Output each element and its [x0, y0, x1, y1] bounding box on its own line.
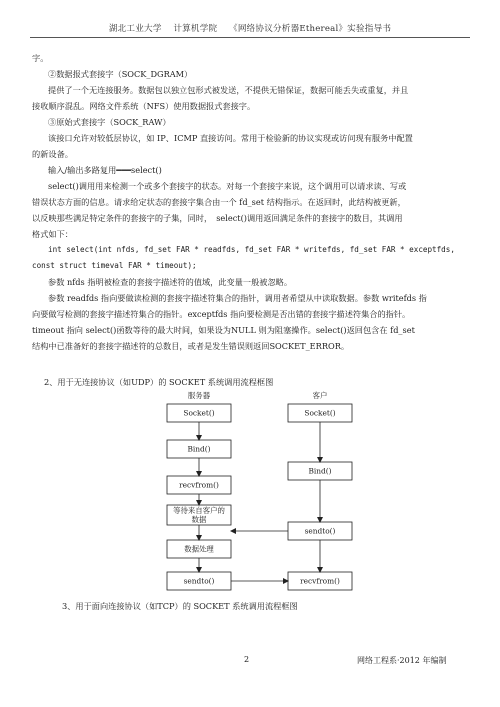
client-column-label: 客户: [312, 391, 328, 400]
text-line: ③原始式套接字（SOCK_RAW）: [48, 117, 171, 127]
text-line: ②数据报式套接字（SOCK_DGRAM）: [48, 69, 193, 79]
server-recvfrom-label: recvfrom(): [179, 480, 219, 490]
server-column-label: 服务器: [187, 391, 211, 400]
server-socket-label: Socket(): [183, 408, 215, 418]
client-sendto-label: sendto(): [304, 526, 336, 536]
server-wait-label-2: 数据: [191, 515, 207, 524]
text-line: select()调用用来检测一个或多个套接字的状态。对每一个套接字来说，这个调用可以请求读、写或: [48, 181, 407, 191]
client-socket-label: Socket(): [304, 408, 336, 418]
code-line: int select(int nfds, fd_set FAR * readfds, fd_set FAR * writefds, fd_set FAR * exceptfds,: [48, 245, 455, 254]
server-bind-label: Bind(): [187, 444, 211, 454]
text-line: 错误状态方面的信息。请求给定状态的套接字集合由一个 fd_set 结构指示。在返回时，此结构被更新，: [32, 197, 406, 207]
server-wait-label: 等待来自客户的: [173, 506, 225, 515]
client-recvfrom-label: recvfrom(): [300, 576, 340, 586]
text-line: 向要做写检测的套接字描述符集合的指针。exceptfds 指向要检测是否出错的套接字描述符集合的指针。: [32, 309, 411, 319]
text-line: 字。: [32, 53, 49, 63]
text-line: timeout 指向 select()函数等待的最大时间，如果设为NULL 则为阻塞操作。select()返回包含在 fd_set: [32, 325, 415, 335]
page-number: 2: [244, 655, 250, 664]
text-line: 的新设备。: [32, 149, 73, 159]
text-line: 提供了一个无连接服务。数据包以独立包形式被发送，不提供无错保证，数据可能丢失或重复，并且: [48, 85, 409, 95]
client-bind-label: Bind(): [308, 466, 332, 476]
section-heading: 3、用于面向连接协议（如TCP）的 SOCKET 系统调用流程框图: [62, 601, 298, 611]
section-heading: 2、用于无连接协议（如UDP）的 SOCKET 系统调用流程框图: [44, 377, 274, 387]
text-line: 以反映那些满足特定条件的套接字的子集，同时， select()调用返回满足条件的套接字的数目，其调用: [32, 213, 403, 223]
text-line: 格式如下：: [32, 229, 73, 239]
page-header: 湖北工业大学 计算机学院 《网络协议分析器Ethereal》实验指导书: [108, 24, 392, 34]
server-process-label: 数据处理: [184, 544, 214, 554]
text-line: 该接口允许对较低层协议，如 IP、ICMP 直接访问。常用于检验新的协议实现或访问现有服务中配置: [48, 133, 413, 143]
text-line: 接收顺序混乱。网络文件系统（NFS）使用数据报式套接字。: [32, 101, 256, 111]
server-sendto-label: sendto(): [183, 576, 215, 586]
code-line: const struct timeval FAR * timeout);: [32, 261, 197, 270]
footer-note: 网络工程系·2012 年编制: [357, 656, 447, 665]
text-line: 结构中已准备好的套接字描述符的总数目，或者是发生错误则返回SOCKET_ERROR。: [32, 341, 350, 351]
text-line: 输入/输出多路复用━━━select(): [48, 165, 162, 175]
text-line: 参数 readfds 指向要做读检测的套接字描述符集合的指针，调用者希望从中读取数据。参数 writefds 指: [48, 293, 427, 303]
text-line: 参数 nfds 指明被检查的套接字描述符的值域，此变量一般被忽略。: [48, 277, 293, 287]
